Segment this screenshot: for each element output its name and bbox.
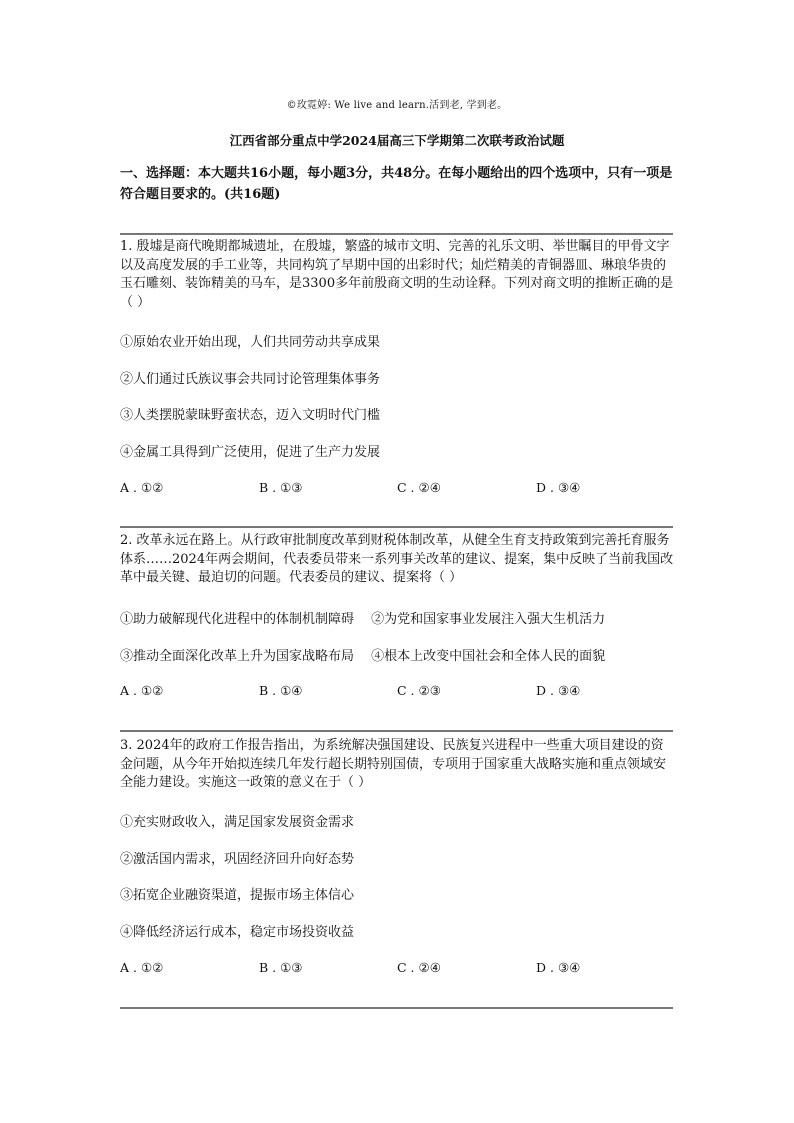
question-2-answer-a[interactable]: A . ①② (120, 683, 164, 698)
question-2-answer-d[interactable]: D . ③④ (536, 683, 581, 698)
question-1-stem: 1. 殷墟是商代晚期都城遗址，在殷墟，繁盛的城市文明、完善的礼乐文明、举世瞩目的甲骨文字以及高度发展的手工业等，共同构筑了早期中国的出彩时代；灿烂精美的青铜器皿、琳琅华贵的玉石雕刻、装饰精美的马车，是3300多年前殷商文明的生动诠释。下列对商文明的推断正确的是（ ） (120, 239, 674, 310)
question-3-stem: 3. 2024年的政府工作报告指出，为系统解决强国建设、民族复兴进程中一些重大项目建设的资金问题，从今年开始拟连续几年发行超长期特别国债，专项用于国家重大战略实施和重点领域安全能力建设。实施这一政策的意义在于（ ） (120, 738, 667, 790)
question-divider (120, 233, 673, 235)
question-3-option-3: ③拓宽企业融资渠道，提振市场主体信心 (120, 888, 355, 903)
question-divider (120, 526, 673, 528)
page-motto: ©玫霓婷: We live and learn.活到老, 学到老。 (286, 100, 508, 111)
question-1-option-4: ④金属工具得到广泛使用，促进了生产力发展 (120, 445, 381, 460)
question-1-option-2: ②人们通过氏族议事会共同讨论管理集体事务 (120, 372, 381, 387)
question-1-answer-d[interactable]: D . ③④ (536, 480, 581, 495)
question-2-option-2: ②为党和国家事业发展注入强大生机活力 (371, 612, 606, 627)
question-3-answer-c[interactable]: C . ②④ (397, 960, 441, 975)
question-divider (120, 1007, 673, 1009)
question-2-answer-b[interactable]: B . ①④ (259, 683, 303, 698)
question-3-option-1: ①充实财政收入，满足国家发展资金需求 (120, 815, 355, 830)
question-1-answer-a[interactable]: A . ①② (120, 480, 164, 495)
question-2-answer-row (120, 683, 676, 701)
page-title: 江西省部分重点中学2024届高三下学期第二次联考政治试题 (229, 133, 565, 148)
question-1-answer-b[interactable]: B . ①③ (259, 480, 303, 495)
question-3-answer-d[interactable]: D . ③④ (536, 960, 581, 975)
question-1-answer-row (120, 480, 676, 498)
question-2-option-row-2 (120, 645, 676, 664)
question-3-answer-row (120, 960, 676, 978)
question-2-answer-c[interactable]: C . ②③ (397, 683, 441, 698)
question-3-option-4: ④降低经济运行成本，稳定市场投资收益 (120, 925, 355, 940)
question-3-answer-a[interactable]: A . ①② (120, 960, 164, 975)
question-2-option-4: ④根本上改变中国社会和全体人民的面貌 (371, 649, 606, 664)
question-3-option-2: ②激活国内需求，巩固经济回升向好态势 (120, 852, 355, 867)
question-3-answer-b[interactable]: B . ①③ (259, 960, 303, 975)
question-1-option-3: ③人类摆脱蒙昧野蛮状态，迈入文明时代门槛 (120, 408, 381, 423)
section-heading: 一、选择题：本大题共16小题，每小题3分，共48分。在每小题给出的四个选项中，只有一项是符合题目要求的。(共16题) (120, 166, 673, 202)
question-2-option-1: ①助力破解现代化进程中的体制机制障碍 (120, 612, 355, 627)
question-divider (120, 730, 673, 732)
question-1-option-1: ①原始农业开始出现，人们共同劳动共享成果 (120, 335, 381, 350)
question-2-option-3: ③推动全面深化改革上升为国家战略布局 (120, 649, 355, 664)
question-2-stem: 2. 改革永远在路上。从行政审批制度改革到财税体制改革，从健全生育支持政策到完善托育服务体系……2024年两会期间，代表委员带来一系列事关改革的建议、提案，集中反映了当前我国改革中最关键、最迫切的问题。代表委员的建议、提案将（ ） (120, 533, 674, 585)
question-2-option-row-1 (120, 608, 676, 627)
question-1-answer-c[interactable]: C . ②④ (397, 480, 441, 495)
